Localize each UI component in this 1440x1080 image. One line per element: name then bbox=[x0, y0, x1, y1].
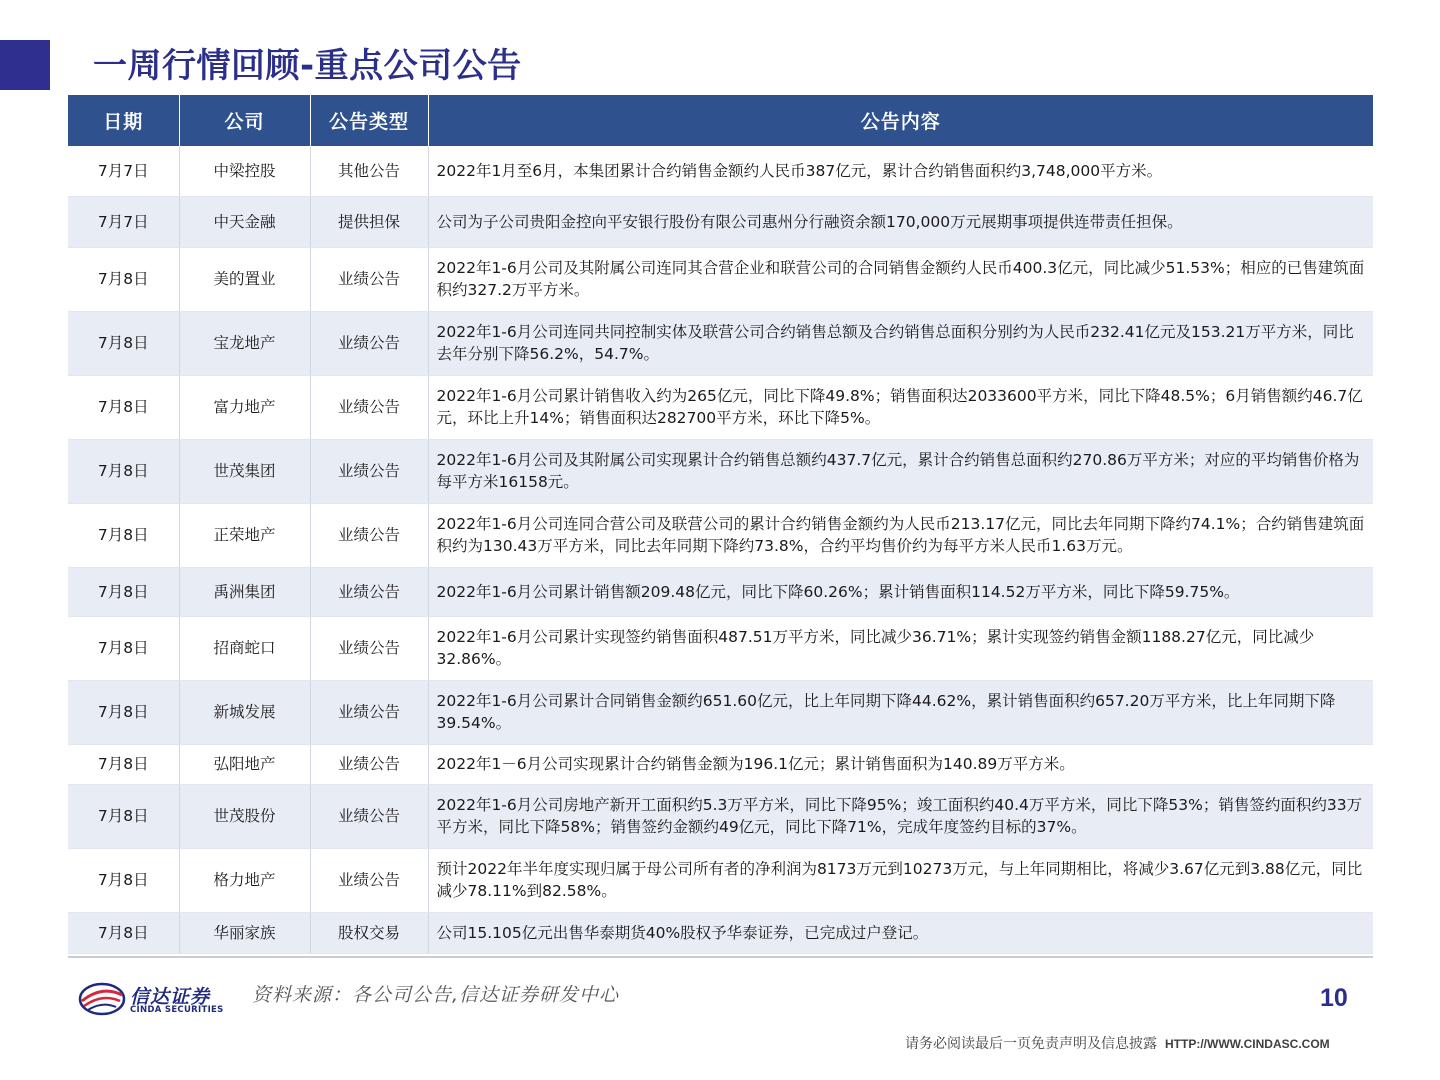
cell-content: 2022年1-6月公司累计销售额209.48亿元，同比下降60.26%；累计销售面积114.52万平方米，同比下降59.75%。 bbox=[428, 567, 1373, 616]
cell-content: 2022年1-6月公司累计实现签约销售面积487.51万平方米，同比减少36.71%；累计实现签约销售金额1188.27亿元，同比减少32.86%。 bbox=[428, 616, 1373, 680]
cell-type: 业绩公告 bbox=[310, 680, 428, 744]
table-row bbox=[68, 503, 1373, 567]
cell-type: 其他公告 bbox=[310, 146, 428, 196]
table-header-row bbox=[68, 95, 1373, 146]
cell-date: 7月8日 bbox=[68, 848, 179, 912]
cell-company: 格力地产 bbox=[179, 848, 310, 912]
cell-date: 7月8日 bbox=[68, 311, 179, 375]
cell-content: 2022年1－6月公司实现累计合约销售金额为196.1亿元；累计销售面积为140.89万平方米。 bbox=[428, 744, 1373, 784]
cell-content: 2022年1-6月公司累计合同销售金额约651.60亿元，比上年同期下降44.62%，累计销售面积约657.20万平方米，比上年同期下降39.54%。 bbox=[428, 680, 1373, 744]
cell-company: 宝龙地产 bbox=[179, 311, 310, 375]
cell-content: 公司15.105亿元出售华泰期货40%股权予华泰证券，已完成过户登记。 bbox=[428, 912, 1373, 953]
page-number: 10 bbox=[1320, 984, 1348, 1012]
cell-company: 中天金融 bbox=[179, 196, 310, 247]
cell-date: 7月8日 bbox=[68, 680, 179, 744]
cell-content: 2022年1月至6月，本集团累计合约销售金额约人民币387亿元，累计合约销售面积约3,748,000平方米。 bbox=[428, 146, 1373, 196]
cell-content: 2022年1-6月公司及其附属公司实现累计合约销售总额约437.7亿元，累计合约销售总面积约270.86万平方米；对应的平均销售价格为每平方米16158元。 bbox=[428, 439, 1373, 503]
corner-accent-block bbox=[0, 40, 50, 90]
cell-date: 7月8日 bbox=[68, 375, 179, 439]
cell-type: 业绩公告 bbox=[310, 503, 428, 567]
table-row bbox=[68, 616, 1373, 680]
cell-date: 7月8日 bbox=[68, 439, 179, 503]
table-row bbox=[68, 912, 1373, 953]
cell-type: 业绩公告 bbox=[310, 616, 428, 680]
table-row bbox=[68, 375, 1373, 439]
cell-company: 新城发展 bbox=[179, 680, 310, 744]
source-note: 资料来源：各公司公告,信达证券研发中心 bbox=[252, 984, 620, 1006]
cell-company: 正荣地产 bbox=[179, 503, 310, 567]
table-row bbox=[68, 680, 1373, 744]
table-row bbox=[68, 848, 1373, 912]
cell-content: 2022年1-6月公司房地产新开工面积约5.3万平方米，同比下降95%；竣工面积约40.4万平方米，同比下降53%；销售签约面积约33万平方米，同比下降58%；销售签约金额约49亿元，同比下降71%，完成年度签约目标的37%。 bbox=[428, 784, 1373, 848]
cell-content: 2022年1-6月公司累计销售收入约为265亿元，同比下降49.8%；销售面积达2033600平方米，同比下降48.5%；6月销售额约46.7亿元，环比上升14%；销售面积达282700平方米，环比下降5%。 bbox=[428, 375, 1373, 439]
cell-type: 业绩公告 bbox=[310, 247, 428, 311]
cell-type: 业绩公告 bbox=[310, 567, 428, 616]
cell-company: 美的置业 bbox=[179, 247, 310, 311]
cell-type: 业绩公告 bbox=[310, 848, 428, 912]
cell-company: 华丽家族 bbox=[179, 912, 310, 953]
cell-date: 7月8日 bbox=[68, 912, 179, 953]
cell-type: 股权交易 bbox=[310, 912, 428, 953]
cell-company: 招商蛇口 bbox=[179, 616, 310, 680]
table-row bbox=[68, 196, 1373, 247]
cell-company: 禹洲集团 bbox=[179, 567, 310, 616]
table-row bbox=[68, 784, 1373, 848]
cell-type: 业绩公告 bbox=[310, 375, 428, 439]
header-content: 公告内容 bbox=[428, 95, 1373, 146]
cell-date: 7月8日 bbox=[68, 784, 179, 848]
cell-date: 7月8日 bbox=[68, 616, 179, 680]
cell-company: 世茂股份 bbox=[179, 784, 310, 848]
cell-company: 世茂集团 bbox=[179, 439, 310, 503]
cell-type: 业绩公告 bbox=[310, 744, 428, 784]
logo-text-cn: 信达证券 bbox=[130, 986, 211, 1008]
table-row bbox=[68, 439, 1373, 503]
cell-date: 7月7日 bbox=[68, 146, 179, 196]
table-row bbox=[68, 247, 1373, 311]
cell-type: 提供担保 bbox=[310, 196, 428, 247]
table-row bbox=[68, 311, 1373, 375]
table-row bbox=[68, 146, 1373, 196]
cell-date: 7月8日 bbox=[68, 247, 179, 311]
disclaimer-text: 请务必阅读最后一页免责声明及信息披露 bbox=[905, 1036, 1157, 1052]
cell-type: 业绩公告 bbox=[310, 784, 428, 848]
announcement-table bbox=[68, 95, 1373, 954]
cell-content: 2022年1-6月公司连同共同控制实体及联营公司合约销售总额及合约销售总面积分别约为人民币232.41亿元及153.21万平方米，同比去年分别下降56.2%，54.7%。 bbox=[428, 311, 1373, 375]
website-link[interactable]: HTTP://WWW.CINDASC.COM bbox=[1165, 1037, 1330, 1051]
cell-company: 富力地产 bbox=[179, 375, 310, 439]
cell-date: 7月8日 bbox=[68, 744, 179, 784]
cell-date: 7月8日 bbox=[68, 503, 179, 567]
cell-type: 业绩公告 bbox=[310, 311, 428, 375]
cell-content: 公司为子公司贵阳金控向平安银行股份有限公司惠州分行融资余额170,000万元展期事项提供连带责任担保。 bbox=[428, 196, 1373, 247]
table-row bbox=[68, 744, 1373, 784]
cell-content: 2022年1-6月公司及其附属公司连同其合营企业和联营公司的合同销售金额约人民币400.3亿元，同比减少51.53%；相应的已售建筑面积约327.2万平方米。 bbox=[428, 247, 1373, 311]
cell-date: 7月8日 bbox=[68, 567, 179, 616]
logo-text-en: CINDA SECURITIES bbox=[130, 1005, 224, 1015]
header-date: 日期 bbox=[68, 95, 179, 146]
cell-date: 7月7日 bbox=[68, 196, 179, 247]
page-title: 一周行情回顾-重点公司公告 bbox=[93, 46, 522, 86]
table-row bbox=[68, 567, 1373, 616]
cell-content: 预计2022年半年度实现归属于母公司所有者的净利润为8173万元到10273万元，与上年同期相比，将减少3.67亿元到3.88亿元，同比减少78.11%到82.58%。 bbox=[428, 848, 1373, 912]
cell-company: 中梁控股 bbox=[179, 146, 310, 196]
cell-company: 弘阳地产 bbox=[179, 744, 310, 784]
header-type: 公告类型 bbox=[310, 95, 428, 146]
disclaimer bbox=[905, 1033, 1330, 1053]
bottom-divider bbox=[68, 956, 1373, 958]
cell-content: 2022年1-6月公司连同合营公司及联营公司的累计合约销售金额约为人民币213.17亿元，同比去年同期下降约74.1%；合约销售建筑面积约为130.43万平方米，同比去年同期下降约73.8%，合约平均售价约为每平方米人民币1.63万元。 bbox=[428, 503, 1373, 567]
header-company: 公司 bbox=[179, 95, 310, 146]
cell-type: 业绩公告 bbox=[310, 439, 428, 503]
